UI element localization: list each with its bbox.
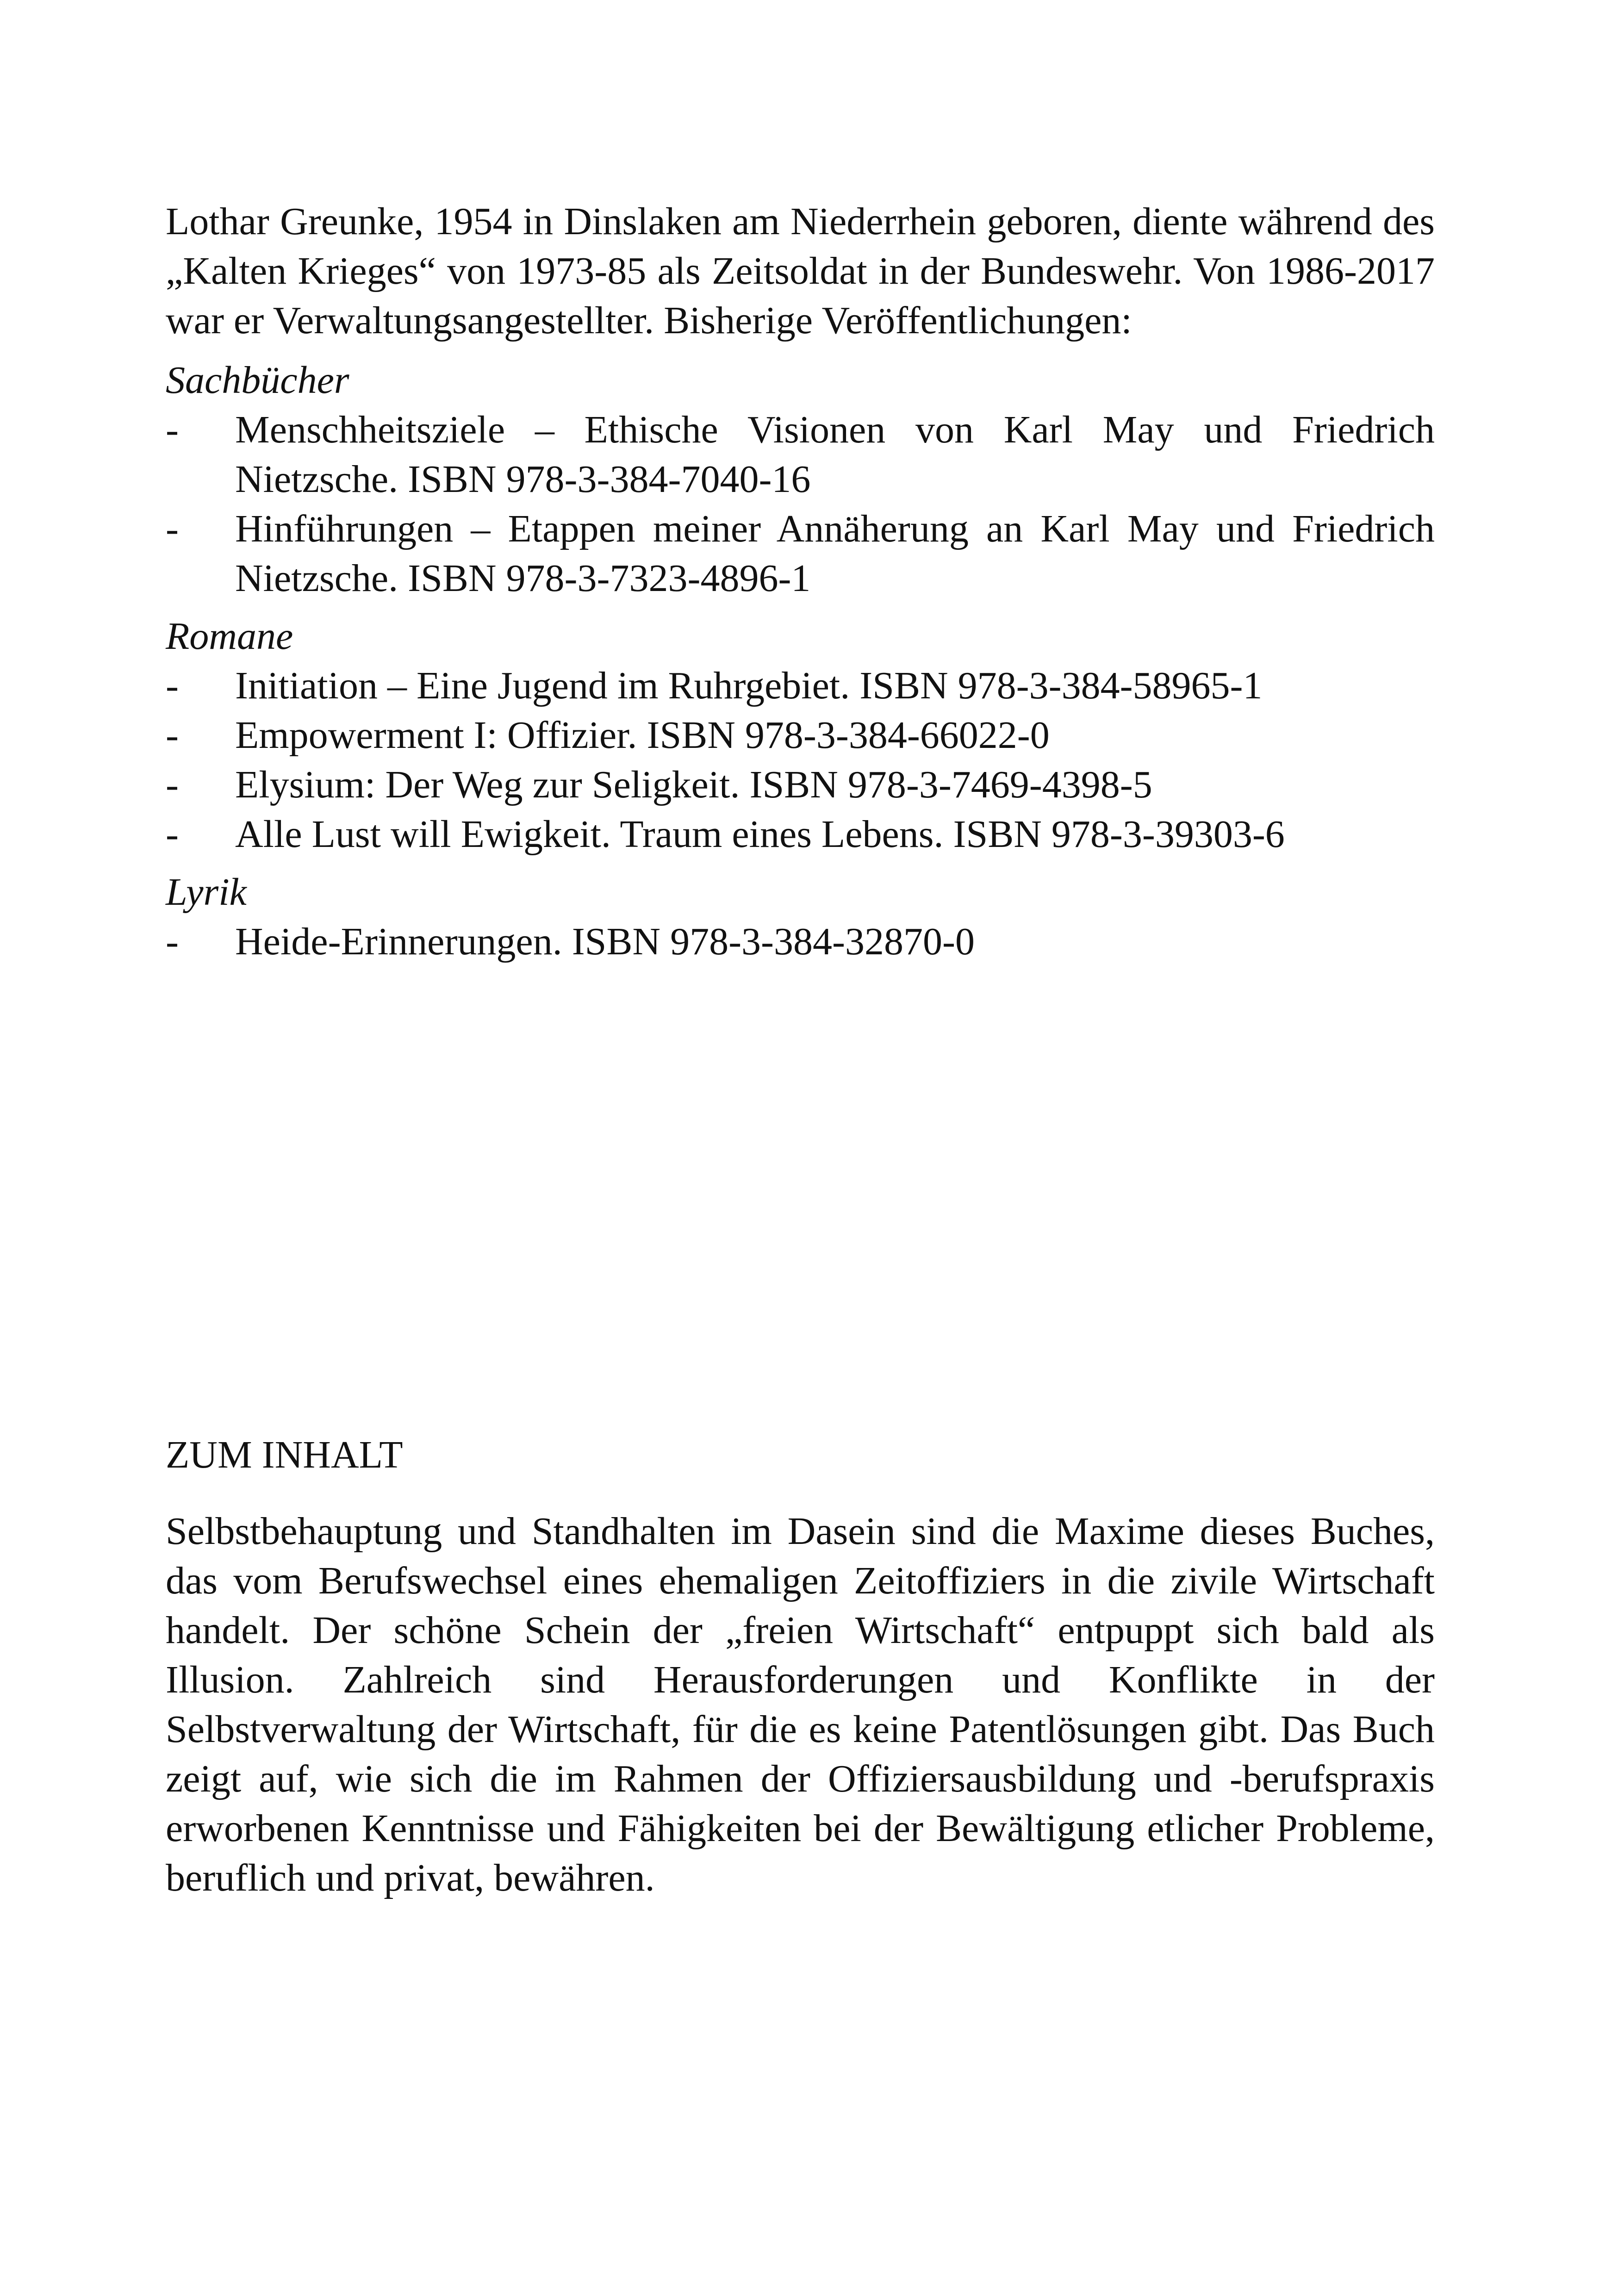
list-marker: - (166, 714, 179, 757)
work-entry: Initiation – Eine Jugend im Ruhrgebiet. ISBN 978-3-384-58965-1 (235, 664, 1263, 707)
contents-heading: ZUM INHALT (166, 1433, 403, 1476)
contents-block (166, 1430, 1435, 1903)
work-entry: Elysium: Der Weg zur Seligkeit. ISBN 978-3-7469-4398-5 (235, 763, 1152, 806)
section-lyrik (166, 867, 1435, 966)
list-item (166, 760, 1435, 809)
works-list (166, 661, 1435, 859)
section-romane (166, 611, 1435, 859)
contents-paragraph: Selbstbehauptung und Standhalten im Dasein sind die Maxime dieses Buches, das vom Berufswechsel eines ehemaligen Zeitoffiziers in die zivile Wirtschaft handelt. Der schöne Schein der „freien Wirtschaft“ entpuppt sich bald als Illusion. Zahlreich sind Herausforderungen und Konflikte in der Selbstverwaltung der Wirtschaft, für die es keine Patentlösungen gibt. Das Buch zeigt auf, wie sich die im Rahmen der Offiziersausbildung und -berufspraxis erworbenen Kenntnisse und Fähigkeiten bei der Bewältigung etlicher Probleme, beruflich und privat, bewähren. (166, 1510, 1435, 1899)
section-sachbuecher (166, 355, 1435, 603)
list-item (166, 504, 1435, 603)
list-item (166, 809, 1435, 859)
section-title: Lyrik (166, 871, 247, 914)
list-item (166, 917, 1435, 966)
list-marker: - (166, 920, 179, 963)
works-list (166, 405, 1435, 603)
author-bio-paragraph: Lothar Greunke, 1954 in Dinslaken am Niederrhein geboren, diente während des „Kalten Krieges“ von 1973-85 als Zeitsoldat in der Bundeswehr. Von 1986-2017 war er Verwaltungsangestellter. Bisherige Veröffentlichungen: (166, 200, 1435, 342)
list-item (166, 661, 1435, 710)
work-entry: Empowerment I: Offizier. ISBN 978-3-384-66022-0 (235, 714, 1050, 757)
section-title: Romane (166, 615, 293, 658)
list-marker: - (166, 507, 179, 550)
list-marker: - (166, 763, 179, 806)
work-entry: Heide-Erinnerungen. ISBN 978-3-384-32870-0 (235, 920, 975, 963)
list-item (166, 710, 1435, 760)
list-marker: - (166, 408, 179, 451)
section-title: Sachbücher (166, 359, 349, 402)
author-bio-block (166, 197, 1435, 966)
work-entry: Menschheitsziele – Ethische Visionen von Karl May und Friedrich Nietzsche. ISBN 978-3-384-7040-16 (235, 408, 1435, 501)
works-list (166, 917, 1435, 966)
work-entry: Hinführungen – Etappen meiner Annäherung an Karl May und Friedrich Nietzsche. ISBN 978-3-7323-4896-1 (235, 507, 1435, 600)
work-entry: Alle Lust will Ewigkeit. Traum eines Lebens. ISBN 978-3-39303-6 (235, 813, 1285, 856)
list-marker: - (166, 813, 179, 856)
list-marker: - (166, 664, 179, 707)
list-item (166, 405, 1435, 504)
